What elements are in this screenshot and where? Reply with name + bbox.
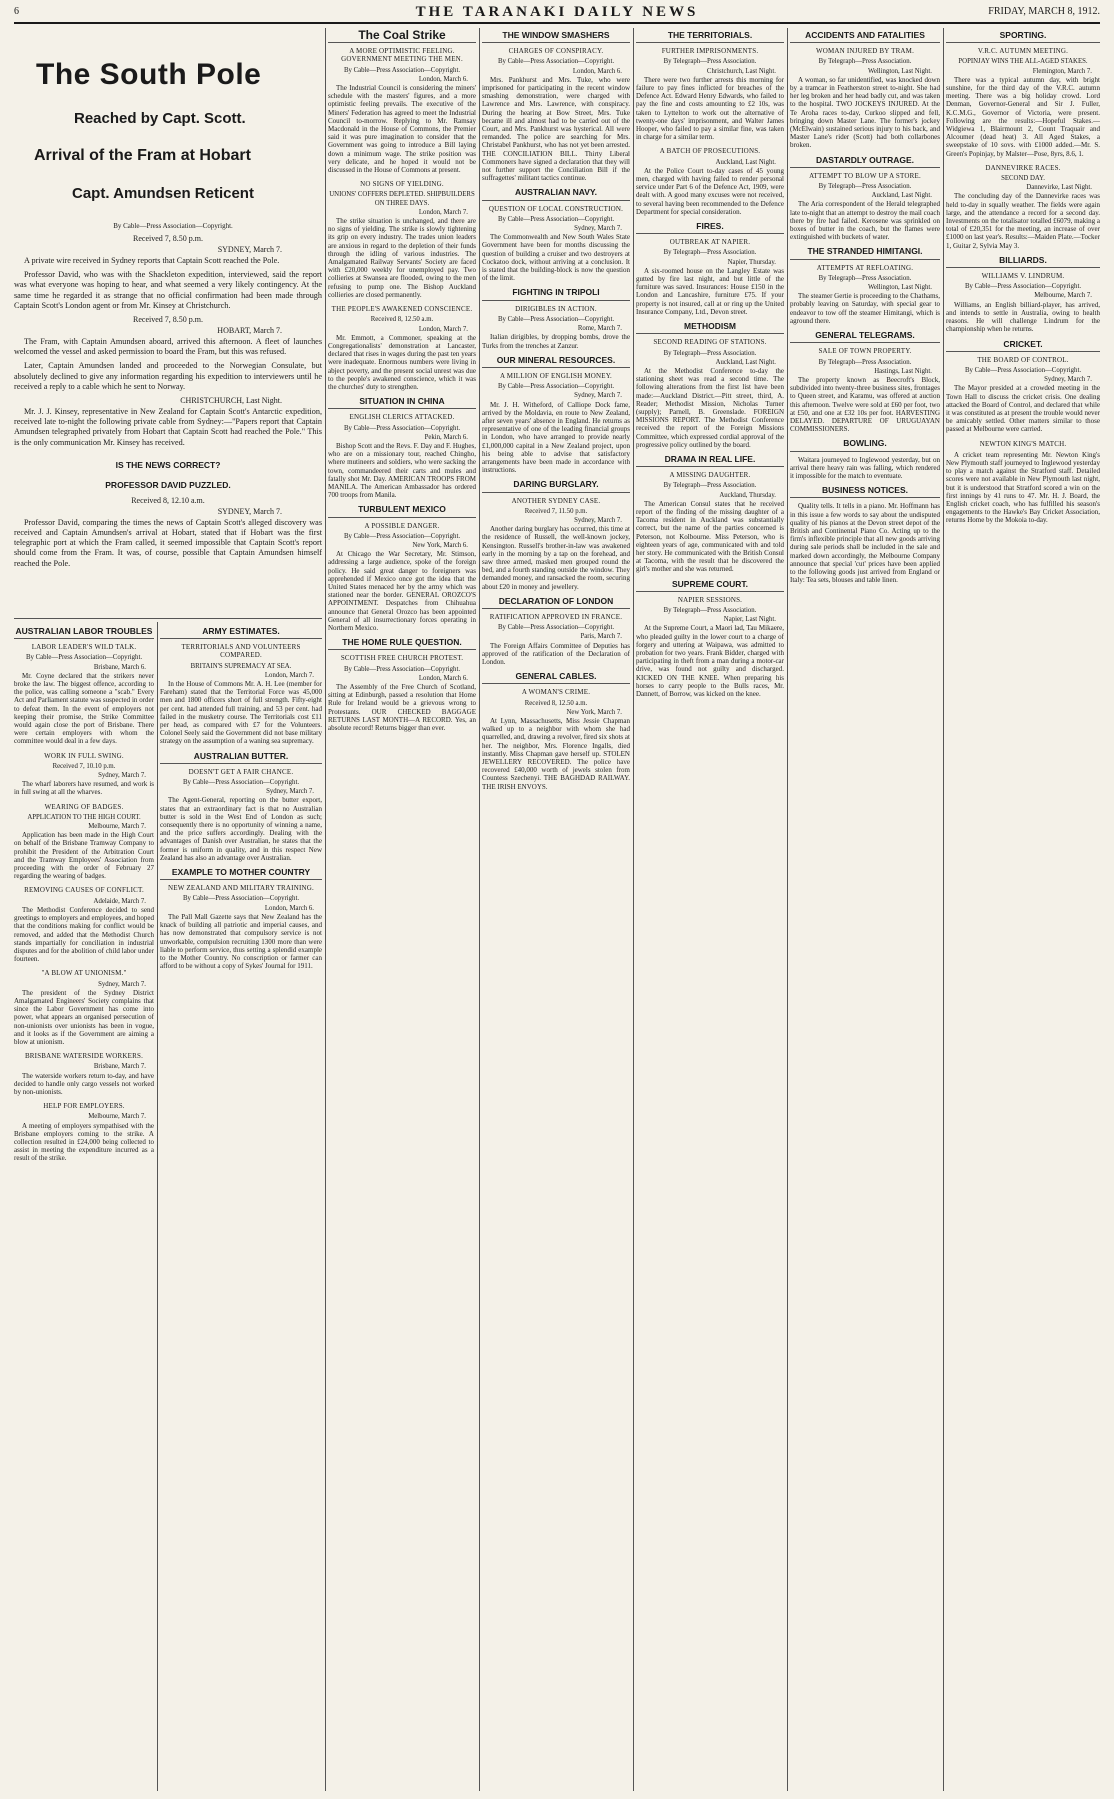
news-story bbox=[328, 638, 476, 732]
story-body: The Foreign Affairs Committee of Deputies has approved of the ratification of the Declaration of London. bbox=[482, 641, 630, 666]
story-dateline: Auckland, Last Night. bbox=[715, 158, 776, 166]
story-body: There were two further arrests this morning for failure to pay fines inflicted for breaches of the Defence Act. Edward Henry Edwards, who failed to pay the fine and costs amounting to £2 10s, was taken to Lyttelton to work out the alternative of twenty-one days' imprisonment, and Walter James Hooper, who failed to pay a similar fine, was taken in charge for a similar term. bbox=[636, 75, 784, 142]
story-headline: BUSINESS NOTICES. bbox=[790, 486, 940, 498]
story-body: Quality tells. It tells in a piano. Mr. Hoffmann has in this issue a few words to say about the undisputed quality of his pianos at the Devon street depot of the British and Continental Piano Co. Acting up to the firm's inflexible principle that all new goods arriving during sale periods shall be included in the sale and marked down accordingly, the Melbourne Company announce that special 'cut' prices have been applied to the following goods just arrived from England or Italy: Tea sets, blouses and table linen. bbox=[790, 502, 940, 585]
story-byline: By Cable—Press Association—Copyright. bbox=[497, 215, 615, 223]
story-dateline: Melbourne, March 7. bbox=[88, 823, 146, 831]
story-byline: By Cable—Press Association—Copyright. bbox=[964, 366, 1082, 374]
story-subheading: THE PEOPLE'S AWAKENED CONSCIENCE. bbox=[331, 305, 473, 314]
story-dateline: London, March 7. bbox=[264, 671, 314, 679]
story-byline: SECOND DAY. bbox=[1001, 175, 1045, 183]
news-column bbox=[14, 624, 154, 1790]
lead-bottom-rule bbox=[14, 618, 322, 619]
story-body: At Lynn, Massachusetts, Miss Jessie Chapman walked up to a neighbor with whom she had quarrelled, and, drawing a revolver, fired six shots at her. The neighbor, Mrs. Florence Ingalls, died instantly. Miss Chapman gave herself up. STOLEN JEWELLERY RECOVERED. The police have recovered £40,000 worth of jewels stolen from Countess Szechenyi. THE BAGHDAD RAILWAY. THE IRISH ENVOYS. bbox=[482, 717, 630, 791]
story-body: The Mayor presided at a crowded meeting in the Town Hall to discuss the cricket crisis. One dealing attacked the Board of Control, and declared that while it was constituted as at present the trouble would never be amicably settled. Other matters similar to those passed at Melbourne were carried. bbox=[946, 384, 1100, 434]
story-headline: DARING BURGLARY. bbox=[482, 480, 630, 492]
news-story bbox=[482, 597, 630, 666]
story-headline: CRICKET. bbox=[946, 340, 1100, 352]
story-subheading: TERRITORIALS AND VOLUNTEERS COMPARED. bbox=[181, 643, 301, 660]
lead-deck-2: Arrival of the Fram at Hobart bbox=[34, 147, 251, 164]
story-subheading: A MORE OPTIMISTIC FEELING. GOVERNMENT MEETING THE MEN. bbox=[341, 47, 463, 64]
story-body: The concluding day of the Dannevirke races was held to-day in squally weather. The fields were again large, and the attendance a record for a second day. Investments on the totalisator totalled £6079, making a total of £20,351 for the meeting, an increase of over £1000 on last year's. Results:—Maiden Plate.—Tocker 1, Guitar 2, Sylvia May 3. bbox=[946, 192, 1100, 250]
story-headline: DASTARDLY OUTRAGE. bbox=[790, 156, 940, 168]
news-story bbox=[790, 31, 940, 150]
story-byline: Received 7, 11.50 p.m. bbox=[524, 507, 588, 515]
story-subheading: A POSSIBLE DANGER. bbox=[364, 521, 440, 530]
story-headline: THE TERRITORIALS. bbox=[636, 31, 784, 43]
story-byline: By Cable—Press Association—Copyright. bbox=[343, 532, 461, 540]
story-body: Mr. Coyne declared that the strikers never broke the law. The biggest offence, according to the police, was calling someone a "scab." Every Act and Parliament statute was suspected in order to defeat them. In the event of employers not keeping their promise, the Strike Committee would again close the port of Brisbane. There were certain employers with whom the committee would deal in a few days. bbox=[14, 671, 154, 746]
lead-subheading: PROFESSOR DAVID PUZZLED. bbox=[105, 479, 231, 490]
story-subheading: SCOTTISH FREE CHURCH PROTEST. bbox=[340, 654, 464, 663]
lead-deck-3: Capt. Amundsen Reticent bbox=[72, 185, 254, 202]
story-body: Another daring burglary has occurred, this time at the residence of Russell, the well-known jockey, Kensington. Russell's brother-in-law was awakened early in the morning by a tap on the forehead, and saw three armed, masked men grouped round the bed, and a fourth standing outside the window. They demanded money, and ransacked the room, securing about £20 in money and jewellery. bbox=[482, 525, 630, 591]
story-body: The strike situation is unchanged, and there are no signs of yielding. The strike is slowly tightening its grip on every industry. The trades union leaders are anxious in regard to the depletion of their funds through the idling of various industries. The Amalgamated Railway Servants' Society are faced with £20,000 weekly for unemployed pay. Two collieries at Swansea are flooded, owing to the men refusing to pump one. The Bishop Auckland collieries are closed permanently. bbox=[328, 217, 476, 299]
story-headline: The Coal Strike bbox=[328, 31, 476, 43]
story-dateline: Pekin, March 6. bbox=[424, 433, 468, 441]
lead-deck-1: Reached by Capt. Scott. bbox=[74, 110, 246, 127]
story-dateline: Brisbane, March 6. bbox=[93, 663, 146, 671]
story-headline: BILLIARDS. bbox=[946, 256, 1100, 268]
story-headline: FIRES. bbox=[636, 222, 784, 234]
story-dateline: Sydney, March 7. bbox=[1044, 376, 1092, 384]
story-dateline: London, March 7. bbox=[418, 325, 468, 333]
story-dateline: Paris, March 7. bbox=[580, 633, 622, 641]
story-dateline: New York, March 7. bbox=[566, 708, 622, 716]
story-subheading: NEW ZEALAND AND MILITARY TRAINING. bbox=[168, 884, 314, 893]
story-dateline: Auckland, Last Night. bbox=[715, 358, 776, 366]
story-dateline: Sydney, March 7. bbox=[574, 225, 622, 233]
lead-paragraph: Professor David, comparing the times the news of Captain Scott's alleged discovery was received and Captain Amundsen's arrival at Hobart, stated that if Hobart was the first telegraphic port at which the Fram called, it seemed impossible that Captain Scott's report should come from the Fram. It was, of course, possible that Captain Amundsen himself reached the Pole. bbox=[14, 517, 322, 568]
story-headline: METHODISM bbox=[636, 322, 784, 334]
story-dateline: London, March 6. bbox=[572, 67, 622, 75]
story-subheading: A MILLION OF ENGLISH MONEY. bbox=[499, 371, 613, 380]
story-body: Mr. J. H. Witheford, of Calliope Dock fame, arrived by the Moldavia, en route to New Zealand, after seven years' absence in England. He returns as representative of one of the leading financial groups in London, who have arranged to provide nearly £1,000,000 capital in a New Zealand project, upon his being able to advise that satisfactory arrangements have been made in accordance with instructions. bbox=[482, 400, 630, 475]
story-byline: By Cable—Press Association—Copyright. bbox=[964, 283, 1082, 291]
story-dateline: Flemington, March 7. bbox=[1032, 67, 1092, 75]
story-body: The property known as Beecroft's Block, subdivided into twenty-three business sites, frontages to Queen street, and Karamu, was offered at auction this afternoon. Twelve were sold at £60 per foot, two at £50, and one at £32 10s per foot. HARVESTING DELAYED. DEPARTURE OF URUGUAYAN COMMISSIONERS. bbox=[790, 375, 940, 434]
news-story bbox=[946, 164, 1100, 250]
story-subheading: OUTBREAK AT NAPIER. bbox=[669, 238, 751, 247]
story-dateline: Wellington, Last Night. bbox=[867, 284, 932, 292]
story-headline: AUSTRALIAN BUTTER. bbox=[160, 752, 322, 764]
story-dateline: London, March 6. bbox=[418, 75, 468, 83]
story-headline: SITUATION IN CHINA bbox=[328, 397, 476, 409]
story-byline: By Telegraph—Press Association. bbox=[818, 358, 912, 366]
story-byline: UNIONS' COFFERS DEPLETED. SHIPBUILDERS ON THREE DAYS. bbox=[329, 191, 475, 207]
news-story bbox=[482, 356, 630, 475]
news-story bbox=[328, 305, 476, 391]
news-story bbox=[14, 1052, 154, 1096]
page-number: 6 bbox=[14, 6, 19, 17]
news-column bbox=[636, 28, 784, 1790]
news-story bbox=[790, 439, 940, 480]
lead-story bbox=[14, 28, 322, 616]
story-subheading: V.R.C. AUTUMN MEETING. bbox=[977, 47, 1069, 56]
lead-paragraph: A private wire received in Sydney reports that Captain Scott reached the Pole. bbox=[24, 256, 280, 265]
story-body: The Assembly of the Free Church of Scotland, sitting at Edinburgh, passed a resolution that Home Rule for Ireland would be a grievous wrong to Protestants. OUR CHECKED BAGGAGE RETURNS LAST MONTH—A RECORD. Yes, an absolute record! Returns bigger than ever. bbox=[328, 683, 476, 733]
story-byline: By Cable—Press Association—Copyright. bbox=[497, 383, 615, 391]
story-subheading: HELP FOR EMPLOYERS. bbox=[43, 1102, 125, 1111]
story-dateline: London, March 6. bbox=[264, 904, 314, 912]
news-story bbox=[946, 31, 1100, 158]
news-column bbox=[160, 624, 322, 1790]
story-subheading: ENGLISH CLERICS ATTACKED. bbox=[349, 413, 455, 422]
story-headline: DECLARATION OF LONDON bbox=[482, 597, 630, 609]
story-dateline: Sydney, March 7. bbox=[574, 392, 622, 400]
news-story bbox=[14, 752, 154, 797]
story-byline: BRITAIN'S SUPREMACY AT SEA. bbox=[190, 662, 292, 670]
story-headline: GENERAL TELEGRAMS. bbox=[790, 331, 940, 343]
story-dateline: Wellington, Last Night. bbox=[867, 67, 932, 75]
story-subheading: DOESN'T GET A FAIR CHANCE. bbox=[188, 767, 294, 776]
story-body: A meeting of employers sympathised with the Brisbane employers coming to the strike. A collection resulted in £24,000 being collected to assist in meeting the expenditure incurred as a result of the strike. bbox=[14, 1121, 154, 1163]
story-subheading: BRISBANE WATERSIDE WORKERS. bbox=[24, 1052, 144, 1061]
story-body: There was a typical autumn day, with bright sunshine, for the third day of the V.R.C. autumn meeting. There was a big holiday crowd. Lord Denman, Governor-General and Sir J. Fuller, K.C.M.G., Governor of Victoria, were present. Following are the results:—Hopeful Stakes.—Widgiewa 1, Blairmount 2, Count Traquair and Alcoumer (dead heat) 3. All Aged Stakes, a sweepstake of 10 sovs. with £1000 added.—Mr. S. Green's Popinjay, by Malster—Pose, 8yrs, 8.6, 1. bbox=[946, 75, 1100, 158]
story-subheading: WILLIAMS V. LINDRUM. bbox=[981, 272, 1065, 281]
story-byline: Received 8, 12.50 a.m. bbox=[370, 316, 434, 324]
story-body: At the Methodist Conference to-day the stationing sheet was read a second time. The following alterations from the first list have been made:—Auckland District.—Pitt street, third, A. Reader; Methodist Mission, Nicholas Turner (supply); Parnell, B. Greenslade. FOREIGN MISSIONS REPORT. The Methodist Conference received the report of the Foreign Missions Committee, which expressed cordial approval of the progressive policy outlined by the board. bbox=[636, 366, 784, 449]
story-headline: AUSTRALIAN NAVY. bbox=[482, 188, 630, 200]
column-rule bbox=[633, 28, 634, 1791]
news-story bbox=[482, 672, 630, 791]
story-dateline: Sydney, March 7. bbox=[98, 980, 146, 988]
news-story bbox=[946, 256, 1100, 334]
story-byline: By Telegraph—Press Association. bbox=[818, 274, 912, 282]
story-subheading: A MISSING DAUGHTER. bbox=[669, 471, 751, 480]
story-headline: THE HOME RULE QUESTION. bbox=[328, 638, 476, 650]
story-byline: By Telegraph—Press Association. bbox=[818, 183, 912, 191]
story-dateline: Hastings, Last Night. bbox=[874, 367, 932, 375]
story-body: A six-roomed house on the Langley Estate was gutted by fire last night, and but little of the furniture was saved. Insurances: House £150 in the London and Lancashire, furniture £75. If your property is not insured, call at or ring up the United Insurance Company, Ltd., Devon street. bbox=[636, 266, 784, 316]
issue-date: FRIDAY, MARCH 8, 1912. bbox=[988, 6, 1100, 17]
column-rule bbox=[157, 622, 158, 1791]
newspaper-title: THE TARANAKI DAILY NEWS bbox=[415, 4, 699, 20]
story-headline: DRAMA IN REAL LIFE. bbox=[636, 455, 784, 467]
story-headline: GENERAL CABLES. bbox=[482, 672, 630, 684]
story-dateline: Christchurch, Last Night. bbox=[706, 67, 776, 75]
story-dateline: Sydney, March 7. bbox=[98, 772, 146, 780]
lead-received-1: Received 7, 8.50 p.m. bbox=[133, 234, 203, 243]
story-subheading: WORK IN FULL SWING. bbox=[44, 751, 124, 760]
lead-subheading: IS THE NEWS CORRECT? bbox=[115, 459, 221, 470]
story-dateline: Dannevirke, Last Night. bbox=[1026, 184, 1092, 192]
story-subheading: WEARING OF BADGES. bbox=[44, 802, 124, 811]
story-body: The Commonwealth and New South Wales State Government have been for months discussing the question of building a cruiser and two destroyers at Cockatoo dock, without arriving at a conclusion. It is stated that the building-block is now the question of the limit. bbox=[482, 233, 630, 283]
news-story bbox=[636, 147, 784, 216]
story-headline: ACCIDENTS AND FATALITIES bbox=[790, 31, 940, 43]
story-headline: THE WINDOW SMASHERS bbox=[482, 31, 630, 43]
news-story bbox=[790, 486, 940, 584]
story-dateline: Auckland, Thursday. bbox=[719, 491, 776, 499]
news-story bbox=[790, 331, 940, 433]
news-story bbox=[14, 969, 154, 1046]
news-story bbox=[946, 340, 1100, 434]
news-story bbox=[160, 868, 322, 970]
story-byline: By Cable—Press Association—Copyright. bbox=[343, 424, 461, 432]
news-story bbox=[636, 580, 784, 699]
story-byline: By Telegraph—Press Association. bbox=[663, 58, 757, 66]
story-subheading: NAPIER SESSIONS. bbox=[677, 595, 743, 604]
news-story bbox=[14, 1102, 154, 1162]
story-byline: By Cable—Press Association—Copyright. bbox=[497, 58, 615, 66]
news-story bbox=[636, 455, 784, 574]
story-subheading: LABOR LEADER'S WILD TALK. bbox=[31, 643, 137, 652]
lead-paragraph: Mr. J. J. Kinsey, representative in New Zealand for Captain Scott's Antarctic expedition, received late to-night the following private cable from Sydney:—"Papers report that Captain Amundsen telegraphed privately from Hobart that Captain Scott had reached the Pole." This is the only communication Mr. Kinsey has received. bbox=[14, 407, 322, 447]
news-story bbox=[790, 247, 940, 325]
story-subheading: SALE OF TOWN PROPERTY. bbox=[818, 347, 912, 356]
story-byline: By Cable—Press Association—Copyright. bbox=[182, 779, 300, 787]
lead-byline: By Cable—Press Association—Copyright. bbox=[113, 222, 233, 230]
story-byline: By Telegraph—Press Association. bbox=[663, 482, 757, 490]
story-headline: AUSTRALIAN LABOR TROUBLES bbox=[14, 627, 154, 639]
story-byline: Received 7, 10.10 p.m. bbox=[52, 762, 116, 770]
story-body: The Pall Mall Gazette says that New Zealand has the knack of building all patriotic and imperial causes, and has now demonstrated that compulsory service is not unworkable, compulsion recruiting 1300 more than were liable to perform service, thus setting a splendid example to the Mother Country. No conscription or farmer can afford to be without a copy of Sykes' Journal for 1911. bbox=[160, 912, 322, 971]
column-rule bbox=[479, 28, 480, 1791]
column-rule bbox=[787, 28, 788, 1791]
story-headline: SPORTING. bbox=[946, 31, 1100, 43]
story-body: Mrs. Pankhurst and Mrs. Tuke, who were imprisoned for participating in the recent window smashing demonstration, were charged with Lawrence and Mrs. Lawrence, with conspiracy. During the hearing at Bow Street, Mrs. Tuke became ill and almost had to be carried out of the Court, and Mrs. Pankhurst was hysterical. All were remanded. The police are searching for Mrs. Christabel Pankhurst, who has not yet been arrested. THE CONCILIATION BILL. Thirty Liberal Commoners have signed a declaration that they will not further support the Conciliation Bill if the suffragettes' militant tactics continue. bbox=[482, 75, 630, 183]
story-subheading: ATTEMPTS AT REFLOATING. bbox=[816, 263, 914, 272]
story-body: At Chicago the War Secretary, Mr. Stimson, addressing a large audience, spoke of the foreign policy. He said great danger to foreigners was apprehended if Mexico once got the idea that the United States menaced her by the army which was stationed near the border. GENERAL OROZCO'S APPOINTMENT. Despatches from Chihuahua announce that General Orozco has been appointed General of all insurrectionary forces operating in Northern Mexico. bbox=[328, 550, 476, 632]
story-dateline: Rome, March 7. bbox=[577, 325, 622, 333]
news-story bbox=[328, 397, 476, 499]
story-body: At the Police Court to-day cases of 45 young men, charged with having failed to render personal service under Part 6 of the Defence Act, 1909, were dealt with. A good many excuses were not received, to several having been recommended to the Defence Department for special consideration. bbox=[636, 166, 784, 216]
story-dateline: Melbourne, March 7. bbox=[88, 1113, 146, 1121]
story-body: The wharf laborers have resumed, and work is in full swing at all the wharves. bbox=[14, 780, 154, 797]
story-byline: POPINJAY WINS THE ALL-AGED STAKES. bbox=[958, 58, 1088, 66]
story-body: The Aria correspondent of the Herald telegraphed late to-night that an attempt to destroy the mail coach there by fire had failed. Kerosene was sprinkled on boxes of butter in the coach, but the flames were extinguished with buckets of water. bbox=[790, 200, 940, 242]
story-body: Application has been made in the High Court on behalf of the Brisbane Tramway Company to prohibit the President of the Arbitration Court and the Tramway Employees' Association from proceeding with the order of February 27 regarding the wearing of badges. bbox=[14, 831, 154, 881]
lead-dateline-4: SYDNEY, March 7. bbox=[217, 506, 282, 516]
story-body: In the House of Commons Mr. A. H. Lee (member for Fareham) stated that the Territorial Force was 45,000 men and 1800 officers short of full strength. Fifty-eight per cent. had attended full training, and 53 per cent. had failed in the musketry course. The Territorials cost £11 per head, as compared with £7 for the Volunteers. Colonel Seely said the Government did not base military strategy on the assumption of a waning sea supremacy. bbox=[160, 680, 322, 746]
story-headline: TURBULENT MEXICO bbox=[328, 505, 476, 517]
story-byline: By Cable—Press Association—Copyright. bbox=[182, 895, 300, 903]
story-byline: By Telegraph—Press Association. bbox=[663, 249, 757, 257]
story-body: The Industrial Council is considering the miners' schedule with the masters' figures, and a more optimistic feeling prevails. The executive of the Miners' Federation has agreed to meet the Industrial Council to-morrow. Replying to Mr. Ramsay Macdonald in the House of Commons, the Premier said it was pure imagination to consider that the Government was going to introduce a Bill laying down a minimum wage. The strike position was very delicate, and he hoped it would not be discussed in the House of Commons at present. bbox=[328, 84, 476, 175]
lead-dateline-1: SYDNEY, March 7. bbox=[217, 245, 282, 254]
story-subheading: A BATCH OF PROSECUTIONS. bbox=[659, 147, 761, 156]
story-subheading: ATTEMPT TO BLOW UP A STORE. bbox=[809, 171, 921, 180]
news-story bbox=[328, 28, 476, 175]
lead-headline: The South Pole bbox=[36, 58, 262, 91]
story-body: The waterside workers return to-day, and have decided to handle only cargo vessels not worked by non-unionists. bbox=[14, 1071, 154, 1096]
story-subheading: A WOMAN'S CRIME. bbox=[521, 688, 591, 697]
story-body: Italian dirigibles, by dropping bombs, drove the Turks from the trenches at Zanzur. bbox=[482, 333, 630, 350]
news-story bbox=[328, 180, 476, 299]
story-body: Mr. Emmott, a Commoner, speaking at the Congregationalists' demonstration at Lancaster, declared that rises in wages during the past ten years were inadequate. Enormous numbers were living in abject poverty, and the present social unrest was due to the people's awakened conscience, which it was the churches' duty to strengthen. bbox=[328, 333, 476, 391]
news-story bbox=[14, 627, 154, 746]
news-column bbox=[946, 28, 1100, 1790]
news-column bbox=[790, 28, 940, 1790]
story-body: The Agent-General, reporting on the butter export, states that an extraordinary fact is that no Australian butter is sold in the West End of London as such; consequently there is no opportunity of winning a name, and the price suffers accordingly. Dealing with the advantages of Danish over Australian, he states that the former is uniform in quality, and in this respect New Zealand has also an advantage over Australian. bbox=[160, 796, 322, 862]
story-body: The Methodist Conference decided to send greetings to employers and employees, and hoped that the conditions making for conflict would be removed, and added that the Methodist Church stands impartially for conciliation in industrial disputes and for the abolition of child labor under fourteen. bbox=[14, 905, 154, 964]
story-body: The American Consul states that he received report of the finding of the missing daughter of a Tacoma resident in Auckland was substantially correct, but the name of the parties concerned is Peterson, not Kolbourne. Miss Peterson, who is eighteen years of age, communicated with and told her story. He communicated with the British Consul at Tacoma, with the result that he discovered the girl's mother and she was returned. bbox=[636, 499, 784, 574]
story-subheading: DIRIGIBLES IN ACTION. bbox=[515, 304, 597, 313]
lead-received-3: Received 8, 12.10 a.m. bbox=[131, 495, 205, 505]
story-headline: THE STRANDED HIMITANGI. bbox=[790, 247, 940, 259]
story-subheading: DANNEVIRKE RACES. bbox=[985, 163, 1061, 172]
lead-paragraph: The Fram, with Captain Amundsen aboard, arrived this afternoon. A fleet of launches welcomed the vessel and asked permission to board the Fram, but this was refused. bbox=[14, 337, 322, 357]
story-headline: FIGHTING IN TRIPOLI bbox=[482, 288, 630, 300]
news-story bbox=[14, 886, 154, 963]
story-byline: By Telegraph—Press Association. bbox=[663, 349, 757, 357]
story-dateline: Sydney, March 7. bbox=[574, 516, 622, 524]
story-byline: By Telegraph—Press Association. bbox=[663, 606, 757, 614]
news-story bbox=[482, 480, 630, 590]
news-story bbox=[160, 752, 322, 862]
story-dateline: Brisbane, March 7. bbox=[93, 1063, 146, 1071]
column-rule bbox=[325, 28, 326, 1791]
story-subheading: NO SIGNS OF YIELDING. bbox=[360, 180, 444, 189]
story-headline: BOWLING. bbox=[790, 439, 940, 451]
story-byline: APPLICATION TO THE HIGH COURT. bbox=[27, 813, 141, 821]
story-dateline: Napier, Thursday. bbox=[727, 258, 776, 266]
story-dateline: Adelaide, March 7. bbox=[93, 897, 146, 905]
story-dateline: Melbourne, March 7. bbox=[1034, 292, 1092, 300]
story-body: At the Supreme Court, a Maori lad, Tau Mikaere, who pleaded guilty in the lower court to a charge of forgery and uttering at Waipawa, was admitted to probation for two years. Frank Bidder, charged with participating in theft from a man during a motor-car drive, was found not guilty and discharged. KICKED ON THE KNEE. When preparing his horses to carry people to the Bulls races, Mr. Dannett, of Borrow, was kicked on the knee. bbox=[636, 624, 784, 699]
story-byline: By Cable—Press Association—Copyright. bbox=[343, 66, 461, 74]
story-subheading: RATIFICATION APPROVED IN FRANCE. bbox=[489, 612, 623, 621]
lead-paragraph: Later, Captain Amundsen landed and proceeded to the Norwegian Consulate, but absolutely declined to give any information regarding his expedition to interviewers until he received a reply to a cable which he sent to Norway. bbox=[14, 361, 322, 391]
story-dateline: New York, March 6. bbox=[412, 541, 468, 549]
story-dateline: London, March 6. bbox=[418, 674, 468, 682]
story-subheading: QUESTION OF LOCAL CONSTRUCTION. bbox=[488, 204, 624, 213]
story-headline: SUPREME COURT. bbox=[636, 580, 784, 592]
column-rule bbox=[943, 28, 944, 1791]
news-story bbox=[636, 322, 784, 449]
news-story bbox=[328, 505, 476, 632]
story-headline: ARMY ESTIMATES. bbox=[160, 627, 322, 639]
news-story bbox=[482, 31, 630, 182]
news-story bbox=[636, 31, 784, 141]
news-story bbox=[482, 288, 630, 349]
story-subheading: THE BOARD OF CONTROL. bbox=[977, 355, 1069, 364]
story-subheading: CHARGES OF CONSPIRACY. bbox=[508, 47, 604, 56]
masthead bbox=[14, 4, 1100, 24]
news-story bbox=[946, 440, 1100, 525]
story-byline: By Cable—Press Association—Copyright. bbox=[343, 665, 461, 673]
story-body: The president of the Sydney District Amalgamated Engineers' Society complains that since the Labor Government has come into power, what appears an organised persecution of non-unionists over unionists has been in vogue, and it looks as if the Government are aiming a blow at unionism. bbox=[14, 988, 154, 1046]
story-byline: By Cable—Press Association—Copyright. bbox=[25, 654, 143, 662]
story-subheading: SECOND READING OF STATIONS. bbox=[653, 338, 767, 347]
story-byline: Received 8, 12.50 a.m. bbox=[524, 699, 588, 707]
news-story bbox=[482, 188, 630, 282]
story-byline: By Cable—Press Association—Copyright. bbox=[497, 624, 615, 632]
story-headline: OUR MINERAL RESOURCES. bbox=[482, 356, 630, 368]
story-body: A cricket team representing Mr. Newton King's New Plymouth staff journeyed to Inglewood yesterday to play a match against the Stratford staff. Detailed scores were not available in New Plymouth last night, but it is understood that Stratford scored a win on the first innings by 41 runs to 47. Mr. H. J. Board, the English cricket coach, who has fulfilled his season's engagements to the Hawke's Bay Cricket Association, returns Home by the Mokoia to-day. bbox=[946, 450, 1100, 525]
news-story bbox=[160, 627, 322, 746]
story-subheading: ANOTHER SYDNEY CASE. bbox=[511, 496, 601, 505]
lead-paragraph: Professor David, who was with the Shackleton expedition, interviewed, said the report was what everyone was hoping to hear, and what seemed a very likely contingency. At the same time he regarded it as strange that no official confirmation had been made through Captain Scott's London agent or from Mr. Kinsey at Christchurch. bbox=[14, 270, 322, 310]
story-byline: By Telegraph—Press Association. bbox=[818, 58, 912, 66]
story-body: A woman, so far unidentified, was knocked down by a tramcar in Featherston street to-night. She had her leg broken and her head badly cut, and was taken to the hospital. TWO JOCKEYS INJURED. At the Te Aroha races to-day, Curkoo slipped and fell, bringing down Master Lane. The former's jockey (McElwain) sustained serious injury to his back, and Master Lane's rider (Scott) had both collarbones broken. bbox=[790, 75, 940, 150]
story-subheading: REMOVING CAUSES OF CONFLICT. bbox=[24, 886, 144, 895]
news-story bbox=[636, 222, 784, 316]
story-dateline: Sydney, March 7. bbox=[266, 788, 314, 796]
lead-dateline-3: CHRISTCHURCH, Last Night. bbox=[180, 396, 282, 406]
news-story bbox=[14, 803, 154, 881]
story-body: Bishop Scott and the Revs. F. Day and F. Hughes, who are on a missionary tour, reached Chingho, where mutineers and soldiers, who were sacking the town, commandeered their carts and mules and fatally shot Mr. Day. AMERICAN TROOPS FROM MANILA. The American Ambassador has ordered 700 troops from Manila. bbox=[328, 441, 476, 500]
lead-dateline-2: HOBART, March 7. bbox=[217, 326, 282, 336]
story-body: Williams, an English billiard-player, has arrived, and intends to settle in Australia, owing to health reasons. He will challenge Lindrum for the championship when he returns. bbox=[946, 300, 1100, 334]
story-subheading: FURTHER IMPRISONMENTS. bbox=[661, 47, 759, 56]
story-body: The steamer Gertie is proceeding to the Chathams, probably leaving on Saturday, with special gear to endeavor to tow off the steamer Himitangi, which is aground there. bbox=[790, 292, 940, 325]
story-subheading: "A BLOW AT UNIONISM." bbox=[41, 969, 127, 978]
story-subheading: NEWTON KING'S MATCH. bbox=[979, 439, 1067, 448]
news-column bbox=[482, 28, 630, 1790]
news-story bbox=[790, 156, 940, 242]
story-dateline: Napier, Last Night. bbox=[723, 616, 776, 624]
story-dateline: London, March 7. bbox=[418, 208, 468, 216]
story-dateline: Auckland, Last Night. bbox=[871, 192, 932, 200]
story-headline: EXAMPLE TO MOTHER COUNTRY bbox=[160, 868, 322, 880]
story-byline: By Cable—Press Association—Copyright. bbox=[497, 315, 615, 323]
story-body: Waitara journeyed to Inglewood yesterday, but on arrival there heavy rain was falling, which rendered it impossible for the match to eventuate. bbox=[790, 455, 940, 480]
lead-received-2: Received 7, 8.50 p.m. bbox=[133, 315, 203, 325]
news-column bbox=[328, 28, 476, 1790]
story-subheading: WOMAN INJURED BY TRAM. bbox=[815, 47, 915, 56]
